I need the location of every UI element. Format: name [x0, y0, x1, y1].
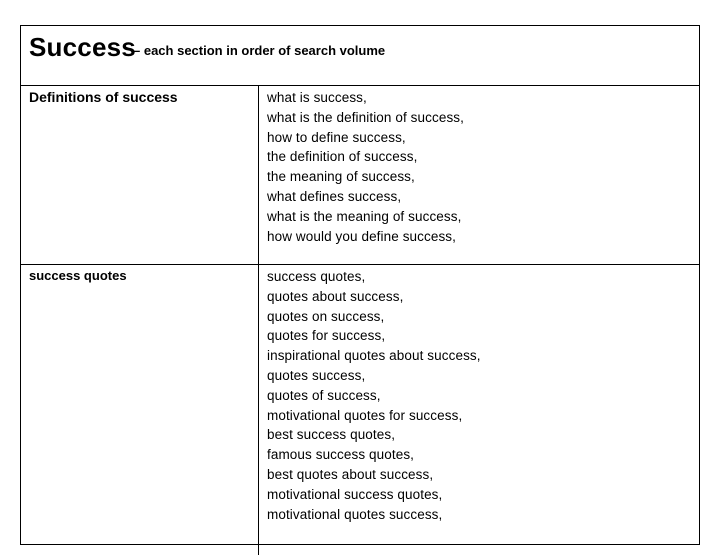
section-heading: Definitions of success: [29, 89, 178, 105]
keyword-list-cell: [259, 265, 699, 555]
section-quotes: [21, 265, 699, 555]
list-item: best success quotes,: [267, 427, 396, 443]
list-item: quotes for success,: [267, 328, 386, 344]
page-subtitle: – each section in order of search volume: [133, 43, 386, 58]
list-item: what defines success,: [267, 188, 402, 204]
list-item: motivational success quotes,: [267, 486, 443, 502]
list-item: best quotes about success,: [267, 466, 434, 482]
list-item: quotes on success,: [267, 308, 385, 324]
list-item: inspirational quotes about success,: [267, 348, 481, 364]
list-item: how would you define success,: [267, 228, 457, 244]
keyword-list: [267, 267, 481, 524]
list-item: how to define success,: [267, 129, 406, 145]
list-item: what is success,: [267, 90, 367, 105]
keyword-list: [267, 88, 464, 246]
list-item: success quotes,: [267, 269, 366, 284]
section-heading-cell: [21, 265, 259, 555]
list-item: quotes of success,: [267, 387, 381, 403]
list-item: what is the meaning of success,: [267, 208, 462, 224]
list-item: motivational quotes success,: [267, 506, 443, 522]
title-row: [21, 26, 699, 86]
page-title: Success: [29, 32, 136, 62]
section-heading: success quotes: [29, 268, 127, 283]
keyword-table: [20, 25, 700, 545]
list-item: quotes success,: [267, 367, 366, 383]
list-item: what is the definition of success,: [267, 109, 465, 125]
list-item: famous success quotes,: [267, 447, 415, 463]
list-item: the definition of success,: [267, 149, 418, 165]
section-definitions: [21, 86, 699, 265]
section-heading-cell: [21, 86, 259, 264]
list-item: motivational quotes for success,: [267, 407, 463, 423]
keyword-list-cell: [259, 86, 699, 264]
list-item: quotes about success,: [267, 288, 404, 304]
list-item: the meaning of success,: [267, 169, 415, 185]
